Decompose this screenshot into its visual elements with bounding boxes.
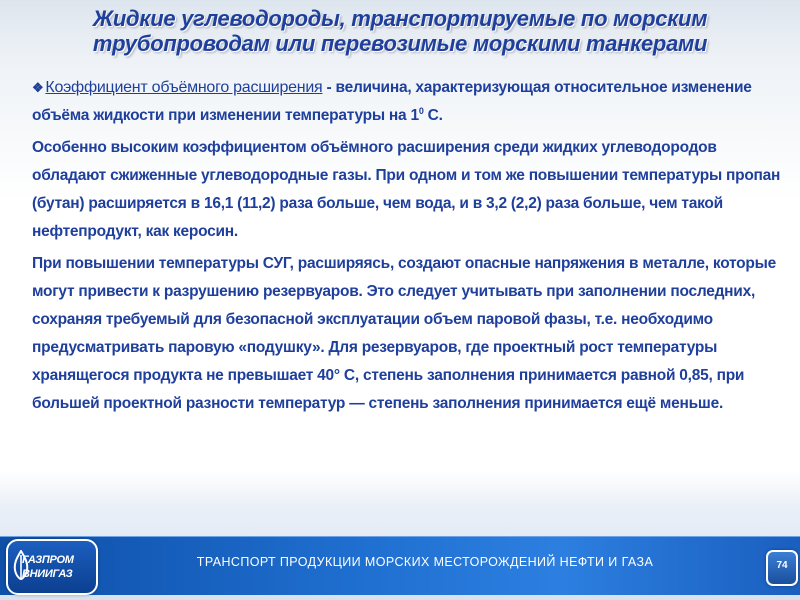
term-highlight: Коэффициент объёмного расширения (45, 79, 323, 96)
slide-title-line-2: трубопроводам или перевозимые морскими танкерами (92, 31, 708, 56)
degree-superscript: 0 (418, 105, 424, 116)
diamond-bullet-icon: ❖ (32, 80, 44, 95)
slide-body (32, 74, 787, 422)
paragraph-definition (32, 74, 787, 130)
definition-text: - величина, характеризующая относительное изменение объёма жидкости при изменении температуры на 1 (32, 79, 752, 124)
logo-text-gazprom: ГАЗПРОМ (22, 554, 74, 566)
paragraph-lpg-expansion: Особенно высоким коэффициентом объёмного расширения среди жидких углеводородов обладают сжиженные углеводородные газы. При одном и том же повышении температуры пропан (бутан) расширяется в 16,1 (11,2) раза больше, чем вода, и в 3,2 (2,2) раза больше, чем такой нефтепродукт, как керосин. (32, 139, 781, 240)
page-number: 74 (776, 560, 788, 571)
slide-title (0, 6, 800, 56)
definition-unit: С. (423, 107, 443, 124)
paragraph-tank-filling: При повышении температуры СУГ, расширяясь, создают опасные напряжения в металле, которые могут привести к разрушению резервуаров. Это следует учитывать при заполнении последних, сохраняя требуемый для безопасной эксплуатации объем паровой фазы, т.е. необходимо предусматривать паровую «подушку». Для резервуаров, где проектный рост температуры хранящегося продукта не превышает 40° С, степень заполнения принимается равной 0,85, при большей проектной разности температур — степень заполнения принимается ещё меньше. (32, 255, 776, 412)
logo-text-vniigaz: ВНИИГАЗ (22, 568, 73, 580)
slide-title-line-1: Жидкие углеводороды, транспортируемые по морским (92, 6, 708, 31)
footer-caption: ТРАНСПОРТ ПРОДУКЦИИ МОРСКИХ МЕСТОРОЖДЕНИЙ НЕФТИ И ГАЗА (196, 555, 654, 569)
